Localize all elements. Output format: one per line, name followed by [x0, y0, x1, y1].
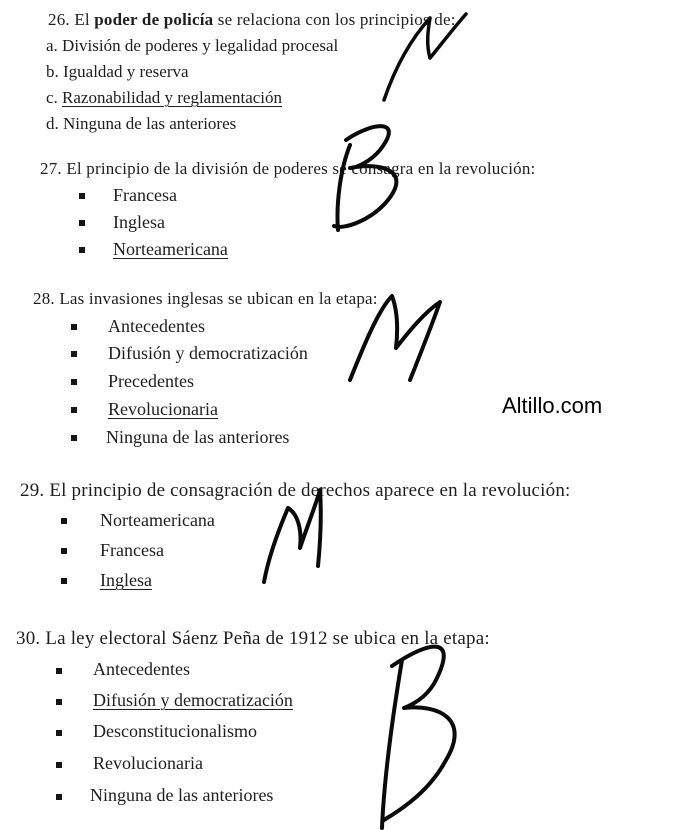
bullet	[79, 247, 85, 253]
question-text: se relaciona con los principios de:	[217, 10, 456, 29]
handwritten-mark-30	[382, 647, 455, 828]
bullet	[79, 193, 85, 199]
bullet	[71, 351, 77, 357]
question-bold-term: poder de policía	[94, 10, 214, 29]
option-30-1: Antecedentes	[93, 659, 190, 679]
option-29-1: Norteamericana	[100, 510, 215, 530]
question-number: 26.	[48, 10, 70, 29]
bullet	[61, 548, 67, 554]
bullet	[61, 578, 67, 584]
bullet	[79, 220, 85, 226]
option-30-3: Desconstitucionalismo	[93, 721, 257, 741]
question-28	[33, 289, 378, 309]
option-28-1: Antecedentes	[108, 316, 205, 336]
question-29	[20, 480, 571, 502]
option-26-a: a. División de poderes y legalidad procesal	[46, 36, 339, 55]
question-26	[48, 10, 456, 30]
bullet	[56, 730, 62, 736]
option-28-2: Difusión y democratización	[108, 343, 308, 363]
question-text: La ley electoral Sáenz Peña de 1912 se ubica en la etapa:	[45, 628, 490, 649]
question-27	[40, 159, 535, 179]
question-number: 29.	[20, 480, 45, 501]
option-30-5: Ninguna de las anteriores	[90, 785, 274, 805]
question-30	[16, 628, 490, 650]
option-26-b: b. Igualdad y reserva	[46, 62, 189, 81]
option-27-1: Francesa	[113, 185, 177, 205]
option-27-2: Inglesa	[113, 212, 165, 232]
question-number: 27.	[40, 159, 62, 178]
bullet	[56, 762, 62, 768]
question-text: Las invasiones inglesas se ubican en la etapa:	[59, 289, 378, 308]
option-29-3: Inglesa	[100, 570, 152, 590]
option-30-2: Difusión y democratización	[93, 690, 293, 710]
bullet	[56, 699, 62, 705]
question-number: 30.	[16, 628, 41, 649]
handwritten-mark-29	[264, 490, 321, 582]
watermark: Altillo.com	[502, 393, 603, 418]
selected-answer: Razonabilidad y reglamentación	[62, 88, 283, 107]
option-29-2: Francesa	[100, 540, 164, 560]
bullet	[71, 324, 77, 330]
bullet	[71, 379, 77, 385]
bullet	[56, 668, 62, 674]
bullet	[56, 794, 62, 800]
option-30-4: Revolucionaria	[93, 753, 203, 773]
bullet	[71, 435, 77, 441]
bullet	[61, 518, 67, 524]
bullet	[71, 407, 77, 413]
question-number: 28.	[33, 289, 55, 308]
question-text: El principio de consagración de derechos aparece en la revolución:	[49, 480, 571, 501]
option-28-3: Precedentes	[108, 371, 194, 391]
option-27-3: Norteamericana	[113, 239, 228, 259]
question-text: El principio de la división de poderes se consagra en la revolución:	[66, 159, 536, 178]
option-28-5: Ninguna de las anteriores	[106, 427, 290, 447]
option-26-c: c. Razonabilidad y reglamentación	[46, 88, 283, 107]
option-28-4: Revolucionaria	[108, 399, 218, 419]
question-text: El	[74, 10, 90, 29]
option-26-d: d. Ninguna de las anteriores	[46, 114, 237, 133]
